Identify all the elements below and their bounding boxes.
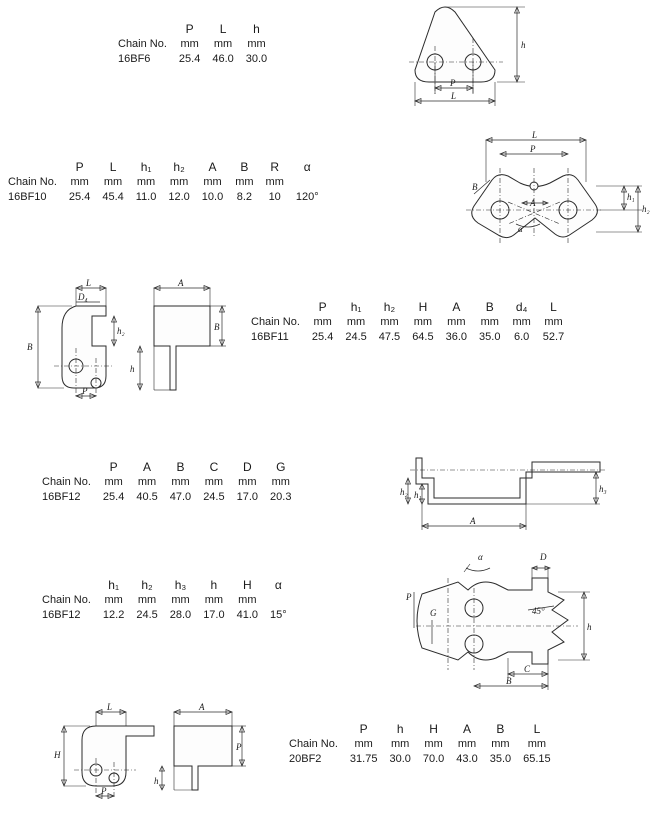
dim-label-P: P bbox=[82, 386, 88, 396]
col-symbol: h₂ bbox=[141, 578, 153, 592]
spacer-cell bbox=[283, 722, 344, 737]
col-unit: mm bbox=[171, 594, 190, 606]
table-row bbox=[245, 300, 570, 315]
cell-value: 47.5 bbox=[378, 331, 401, 343]
table-block-16bf10 bbox=[2, 160, 325, 205]
dim-label-h: h bbox=[587, 622, 592, 632]
col-unit: mm bbox=[380, 316, 399, 328]
dim-label-L: L bbox=[451, 91, 457, 101]
col-unit bbox=[290, 175, 325, 190]
cell-value: 12.0 bbox=[168, 191, 190, 203]
table-row bbox=[283, 752, 557, 767]
table-row bbox=[112, 52, 273, 67]
col-symbol: h bbox=[253, 22, 260, 36]
cell-value: 65.15 bbox=[523, 753, 551, 765]
col-unit: mm bbox=[103, 176, 123, 188]
cell-value: 25.4 bbox=[178, 53, 201, 65]
cell-value: 25.4 bbox=[102, 491, 125, 503]
chain-no-value: 16BF12 bbox=[42, 609, 81, 621]
col-unit: mm bbox=[457, 738, 477, 750]
table-row bbox=[112, 37, 273, 52]
dim-label-P: P bbox=[406, 592, 412, 602]
col-symbol: C bbox=[209, 460, 219, 474]
dim-label-h1: h₁ bbox=[414, 490, 422, 500]
cell-value: 6.0 bbox=[513, 331, 530, 343]
col-symbol: B bbox=[176, 460, 185, 474]
col-unit: mm bbox=[171, 476, 190, 488]
col-symbol: h₁ bbox=[108, 578, 119, 592]
col-unit: mm bbox=[313, 316, 332, 328]
cell-value: 35.0 bbox=[489, 753, 512, 765]
cell-value: 40.5 bbox=[136, 491, 158, 503]
table-row bbox=[36, 578, 293, 593]
spacer-cell bbox=[36, 460, 97, 475]
dim-label-B: B bbox=[506, 676, 512, 686]
col-symbol: H bbox=[418, 300, 428, 314]
col-unit: mm bbox=[137, 594, 157, 606]
spec-table-16bf12a bbox=[36, 460, 297, 505]
cell-value: 45.4 bbox=[102, 191, 124, 203]
dim-label-A: A bbox=[178, 278, 184, 288]
col-symbol: R bbox=[270, 160, 280, 174]
drawing-16bf6 bbox=[395, 2, 555, 112]
col-symbol: P bbox=[359, 722, 368, 736]
cell-value: 70.0 bbox=[422, 753, 445, 765]
col-unit: mm bbox=[204, 594, 224, 606]
table-row bbox=[245, 315, 570, 330]
col-symbol: L bbox=[533, 722, 541, 736]
cell-value: 24.5 bbox=[203, 491, 225, 503]
col-symbol: α bbox=[303, 160, 311, 174]
table-row bbox=[36, 460, 297, 475]
dim-label-alpha: α bbox=[478, 552, 483, 562]
table-row bbox=[283, 722, 557, 737]
col-symbol: B bbox=[485, 300, 494, 314]
cell-value: 20.3 bbox=[270, 491, 292, 503]
col-unit bbox=[264, 593, 293, 608]
col-symbol: h₂ bbox=[383, 300, 396, 314]
spec-table-16bf11 bbox=[245, 300, 570, 345]
table-row bbox=[36, 593, 293, 608]
chain-no-value: 16BF12 bbox=[42, 491, 81, 503]
col-unit: mm bbox=[544, 316, 563, 328]
col-unit: mm bbox=[213, 38, 233, 50]
chain-no-value: 16BF6 bbox=[118, 53, 151, 65]
table-block-16bf6 bbox=[112, 22, 273, 67]
dim-label-B: P bbox=[236, 742, 242, 752]
dim-label-h1: h₁ bbox=[627, 192, 635, 202]
col-unit: mm bbox=[424, 738, 443, 750]
col-unit: mm bbox=[413, 316, 433, 328]
drawing-16bf11 bbox=[14, 258, 244, 403]
cell-value: 24.5 bbox=[345, 331, 367, 343]
spec-table-16bf10 bbox=[2, 160, 325, 205]
cell-value: 36.0 bbox=[445, 331, 468, 343]
dim-label-h: h bbox=[521, 40, 526, 50]
col-unit: mm bbox=[238, 594, 257, 606]
cell-value: 11.0 bbox=[135, 191, 157, 203]
col-symbol: P bbox=[318, 300, 327, 314]
spacer-cell bbox=[2, 160, 63, 175]
col-symbol: A bbox=[463, 722, 472, 736]
table-block-16bf11 bbox=[245, 300, 570, 345]
table-row bbox=[36, 475, 297, 490]
col-symbol: h₂ bbox=[173, 160, 185, 174]
table-row bbox=[2, 175, 325, 190]
dim-label-h2: h₂ bbox=[400, 487, 408, 497]
dim-label-h3: h₃ bbox=[599, 484, 607, 494]
dim-label-L: L bbox=[107, 702, 113, 712]
cell-value: 24.5 bbox=[136, 609, 158, 621]
cell-value: 10 bbox=[268, 191, 281, 203]
chain-no-value: 16BF10 bbox=[8, 191, 47, 203]
col-symbol: L bbox=[109, 160, 117, 174]
cell-value: 25.4 bbox=[68, 191, 91, 203]
cell-value: 43.0 bbox=[456, 753, 478, 765]
table-row bbox=[2, 190, 325, 205]
col-unit: mm bbox=[346, 316, 366, 328]
col-symbol: h bbox=[210, 578, 218, 592]
drawing-20bf2 bbox=[50, 700, 270, 810]
spec-table-20bf2 bbox=[283, 722, 557, 767]
cell-value: 8.2 bbox=[236, 191, 253, 203]
dim-label-G: G bbox=[430, 608, 437, 618]
dim-label-45deg: 45° bbox=[532, 606, 545, 616]
col-symbol: G bbox=[276, 460, 286, 474]
table-row bbox=[2, 160, 325, 175]
col-symbol: h₃ bbox=[174, 578, 187, 592]
chain-no-value: 16BF11 bbox=[251, 331, 289, 343]
dim-label-alpha: α bbox=[518, 224, 523, 234]
cell-value: 28.0 bbox=[169, 609, 192, 621]
col-unit: mm bbox=[271, 476, 290, 488]
col-unit: mm bbox=[354, 738, 373, 750]
dim-label-D4: D₄ bbox=[78, 292, 88, 302]
col-symbol: D bbox=[242, 460, 252, 474]
dim-label-C: C bbox=[524, 664, 531, 674]
col-unit: mm bbox=[512, 316, 531, 328]
table-row bbox=[112, 22, 273, 37]
table-block-16bf12b bbox=[36, 578, 293, 623]
col-symbol: B bbox=[496, 722, 505, 736]
table-row bbox=[36, 490, 297, 505]
cell-value: 41.0 bbox=[236, 609, 259, 621]
cell-value: 30.0 bbox=[389, 753, 411, 765]
cell-value: 120° bbox=[295, 191, 319, 203]
table-row bbox=[245, 330, 570, 345]
dim-label-h: h bbox=[130, 364, 135, 374]
dim-label-H: H bbox=[54, 750, 61, 760]
col-unit: mm bbox=[70, 176, 89, 188]
col-symbol: d₄ bbox=[515, 300, 528, 314]
cell-value: 52.7 bbox=[542, 331, 565, 343]
cell-value: 12.2 bbox=[102, 609, 125, 621]
spec-table-16bf12b bbox=[36, 578, 293, 623]
col-symbol: P bbox=[75, 160, 84, 174]
dim-label-A: A bbox=[470, 516, 476, 526]
chain-no-value: 20BF2 bbox=[289, 753, 322, 765]
col-symbol: A bbox=[143, 460, 152, 474]
col-symbol: L bbox=[219, 22, 227, 36]
dim-label-L: L bbox=[86, 278, 92, 288]
drawing-16bf10 bbox=[460, 128, 660, 253]
cell-value: 31.75 bbox=[349, 753, 378, 765]
col-unit: mm bbox=[491, 738, 510, 750]
col-unit: mm bbox=[447, 316, 466, 328]
table-block-16bf12a bbox=[36, 460, 297, 505]
col-unit: mm bbox=[391, 738, 410, 750]
table-row bbox=[36, 608, 293, 623]
cell-value: 46.0 bbox=[212, 53, 234, 65]
dim-label-P: P bbox=[450, 78, 456, 88]
cell-value: 17.0 bbox=[236, 491, 259, 503]
col-symbol: A bbox=[452, 300, 461, 314]
dim-label-B: B bbox=[214, 322, 220, 332]
cell-value: 10.0 bbox=[201, 191, 224, 203]
col-symbol: α bbox=[274, 578, 282, 592]
col-symbol: h bbox=[396, 722, 404, 736]
col-symbol: L bbox=[550, 300, 557, 314]
row-label-header: Chain No. bbox=[8, 176, 57, 188]
dim-label-P: P bbox=[101, 786, 107, 796]
spacer-cell bbox=[112, 22, 173, 37]
drawing-16bf12b bbox=[392, 548, 617, 693]
dim-label-P: P bbox=[530, 144, 536, 154]
cell-value: 30.0 bbox=[245, 53, 268, 65]
cell-value: 17.0 bbox=[203, 609, 225, 621]
spacer-cell bbox=[245, 300, 306, 315]
col-symbol: H bbox=[242, 578, 252, 592]
col-symbol: P bbox=[185, 22, 194, 36]
col-unit: mm bbox=[238, 476, 257, 488]
row-label-header: Chain No. bbox=[42, 476, 91, 488]
cell-value: 35.0 bbox=[479, 331, 501, 343]
dim-label-D: D bbox=[540, 552, 547, 562]
dim-label-h2: h₂ bbox=[117, 326, 125, 336]
col-unit: mm bbox=[180, 38, 199, 50]
col-symbol: h₁ bbox=[140, 160, 152, 174]
dim-label-L: L bbox=[532, 130, 538, 140]
col-unit: mm bbox=[104, 594, 123, 606]
col-unit: mm bbox=[169, 176, 189, 188]
col-symbol: H bbox=[429, 722, 438, 736]
col-unit: mm bbox=[104, 476, 123, 488]
dim-label-B: B bbox=[472, 182, 478, 192]
dim-label-A: A bbox=[199, 702, 205, 712]
spacer-cell bbox=[36, 578, 97, 593]
row-label-header: Chain No. bbox=[118, 38, 167, 50]
cell-value: 15° bbox=[270, 609, 287, 621]
col-unit: mm bbox=[527, 738, 547, 750]
dim-label-A: A bbox=[530, 198, 536, 208]
row-label-header: Chain No. bbox=[42, 594, 91, 606]
cell-value: 47.0 bbox=[169, 491, 192, 503]
col-unit: mm bbox=[265, 176, 284, 188]
col-unit: mm bbox=[137, 476, 157, 488]
dim-label-H: B bbox=[27, 342, 33, 352]
col-unit: mm bbox=[203, 176, 222, 188]
col-unit: mm bbox=[235, 176, 254, 188]
cell-value: 64.5 bbox=[412, 331, 434, 343]
cell-value: 25.4 bbox=[311, 331, 334, 343]
col-unit: mm bbox=[480, 316, 499, 328]
table-block-20bf2 bbox=[283, 722, 557, 767]
row-label-header: Chain No. bbox=[251, 316, 300, 328]
dim-label-h2: h₂ bbox=[642, 204, 650, 214]
col-symbol: P bbox=[109, 460, 118, 474]
col-unit: mm bbox=[204, 476, 224, 488]
col-symbol: B bbox=[240, 160, 249, 174]
drawing-16bf12a bbox=[400, 450, 610, 540]
col-unit: mm bbox=[247, 38, 266, 50]
row-label-header: Chain No. bbox=[289, 738, 338, 750]
spec-table-16bf6 bbox=[112, 22, 273, 67]
dim-label-h: h bbox=[154, 776, 159, 786]
col-symbol: A bbox=[208, 160, 217, 174]
col-unit: mm bbox=[136, 176, 156, 188]
table-row bbox=[283, 737, 557, 752]
col-symbol: h₁ bbox=[350, 300, 362, 314]
